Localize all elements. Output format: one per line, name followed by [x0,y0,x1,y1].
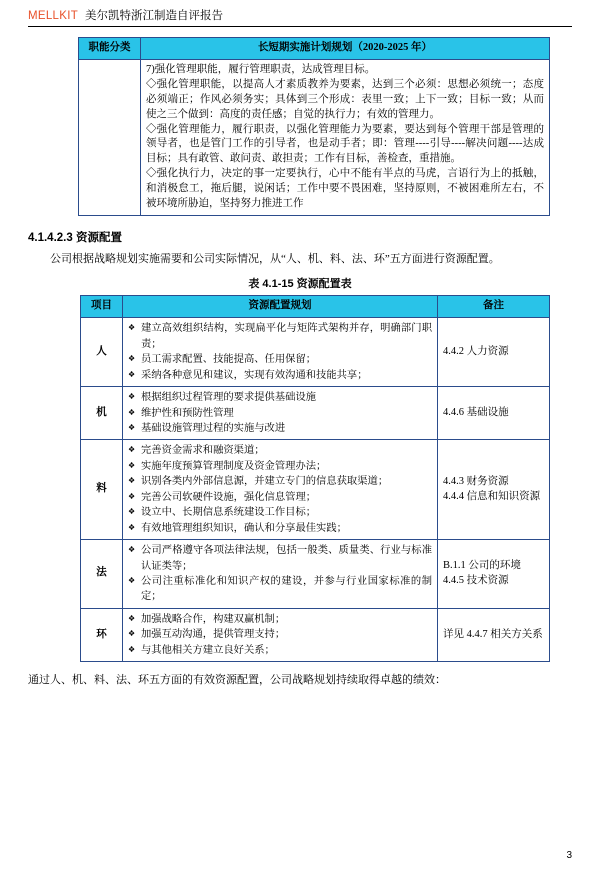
resource-note [438,387,550,440]
list-item: ❖ 采纳各种意见和建议，实现有效沟通和技能共享； [128,368,432,383]
note-line: 4.4.4 信息和知识资源 [443,490,541,502]
note-line: B.1.1 公司的环境 [443,560,521,572]
list-item: ❖ 公司严格遵守各项法律法规，包括一般类、质量类、行业与标准认证类等； [128,543,432,574]
resource-items [123,387,438,440]
list-item: ❖ 加强互动沟通，提供管理支持； [128,627,432,642]
note-line: 4.4.6 基础设施 [443,406,509,418]
list-item: ❖ 基础设施管理过程的实施与改进 [128,421,432,436]
plan-body-line: ◇强化管理职能，以提高人才素质教养为要素，达到三个必须：思想必须统一；态度必须端正；作风必须务实；具体到三个形成：表里一致；上下一致；目标一致；从而使之三个做到：高度的责任感；自觉的执行力；有效的管理力。 [146,78,544,120]
resource-note [438,440,550,540]
resource-items [123,608,438,661]
plan-body-cell [141,59,550,215]
list-item: ❖ 设立中、长期信息系统建设工作目标； [128,505,432,520]
section-paragraph: 公司根据战略规划实施需要和公司实际情况，从“人、机、料、法、环”五方面进行资源配置。 [50,252,500,265]
resource-category: 人 [81,318,123,387]
closing-paragraph: 通过人、机、料、法、环五方面的有效资源配置，公司战略规划持续取得卓越的绩效： [28,674,446,687]
resource-note [438,540,550,609]
list-item: ❖ 完善公司软硬件设施，强化信息管理； [128,490,432,505]
plan-table [78,37,550,216]
plan-body-line: 7)强化管理职能，履行管理职责，达成管理目标。 [146,63,376,75]
list-item: ❖ 实施年度预算管理制度及资金管理办法； [128,459,432,474]
table-row [81,387,550,440]
plan-col1-header: 职能分类 [79,38,141,60]
note-line: 4.4.5 技术资源 [443,574,509,586]
resource-items [123,540,438,609]
resource-table [80,295,550,662]
list-item: ❖ 员工需求配置、技能提高、任用保留； [128,352,432,367]
table-row [81,608,550,661]
table-row [81,540,550,609]
resource-col1-header: 项目 [81,296,123,318]
plan-body-line: ◇强化执行力，决定的事一定要执行，心中不能有半点的马虎，言语行为上的抵触，和消极怠工，拖后腿，说闲话；工作中要不畏困难，坚持原则，不被困难所左右，不被环境所胁迫，坚持努力推进工作 [146,168,544,210]
header-title: 美尔凯特浙江制造自评报告 [85,10,224,22]
table-row [81,318,550,387]
page-number: 3 [566,850,572,861]
note-line: 4.4.3 财务资源 [443,475,509,487]
resource-table-wrapper [80,295,550,662]
resource-category: 料 [81,440,123,540]
table-caption: 表 4.1-15 资源配置表 [248,278,352,291]
table-row [79,38,550,60]
table-row [81,440,550,540]
list-item: ❖ 公司注重标准化和知识产权的建设，并参与行业国家标准的制定； [128,574,432,605]
resource-note [438,608,550,661]
list-item: ❖ 识别各类内外部信息源，并建立专门的信息获取渠道； [128,474,432,489]
brand-logo: MELLKIT [28,10,79,22]
list-item: ❖ 完善资金需求和融资渠道； [128,443,432,458]
resource-category: 法 [81,540,123,609]
plan-table-wrapper [78,37,550,216]
table-header-row [81,296,550,318]
note-line: 4.4.2 人力资源 [443,345,509,357]
resource-items [123,440,438,540]
plan-col2-header: 长短期实施计划规划（2020-2025 年） [141,38,550,60]
plan-category-cell [79,59,141,215]
resource-category: 机 [81,387,123,440]
plan-body-line: ◇强化管理能力，履行职责，以强化管理能力为要素，要达到每个管理干部是管理的领导者，也是管门工作的引导者，也是动手者；即：管理----引导----解决问题----达成目标；具有敢管、敢问责、敢担责；工作有目标，善检查，重措施。 [146,123,544,165]
resource-note [438,318,550,387]
resource-items [123,318,438,387]
resource-category: 环 [81,608,123,661]
page-header [28,0,572,27]
list-item: ❖ 有效地管理组织知识，确认和分享最佳实践； [128,521,432,536]
resource-col2-header: 资源配置规划 [123,296,438,318]
list-item: ❖ 根据组织过程管理的要求提供基础设施 [128,390,432,405]
list-item: ❖ 加强战略合作，构建双赢机制； [128,612,432,627]
list-item: ❖ 维护性和预防性管理 [128,406,432,421]
note-line: 详见 4.4.7 相关方关系 [443,628,543,640]
section-heading: 4.1.4.2.3 资源配置 [28,231,122,244]
table-row [79,59,550,215]
list-item: ❖ 建立高效组织结构，实现扁平化与矩阵式架构并存，明确部门职责； [128,321,432,352]
list-item: ❖ 与其他相关方建立良好关系； [128,643,432,658]
resource-col3-header: 备注 [438,296,550,318]
